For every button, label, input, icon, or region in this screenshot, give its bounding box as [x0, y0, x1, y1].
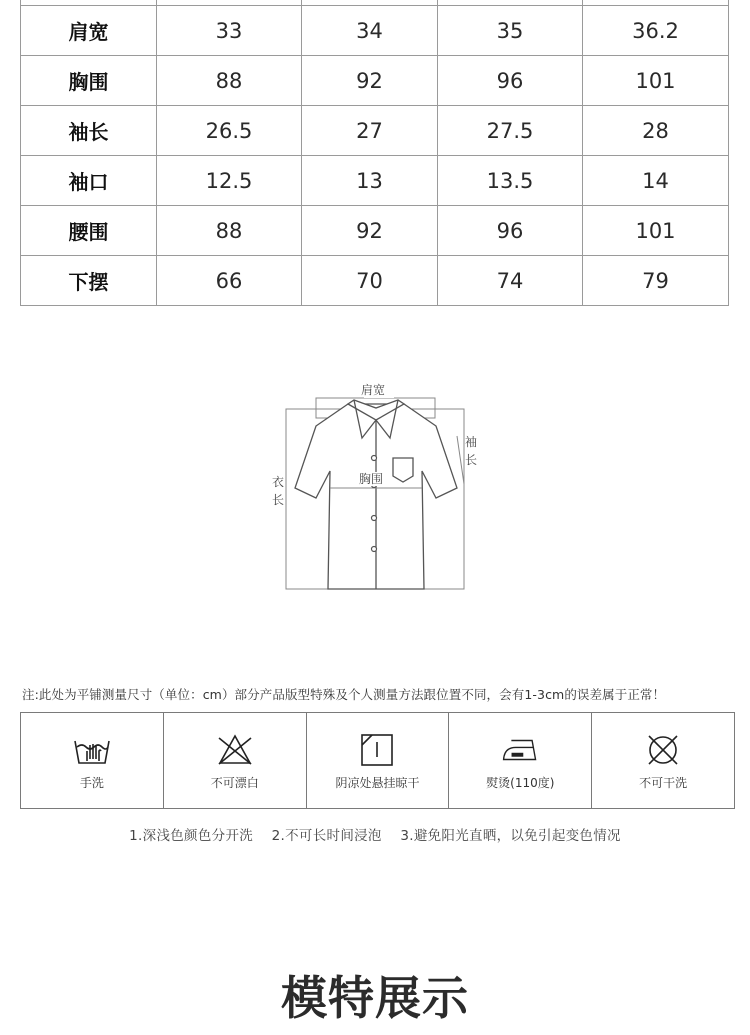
table-cell: 96 — [438, 56, 583, 106]
care-label: 不可干洗 — [639, 776, 688, 790]
section-title: 模特展示 — [281, 971, 469, 1025]
tip-item: 2.不可长时间浸泡 — [271, 828, 382, 844]
table-cell: 13.5 — [438, 156, 583, 206]
table-row — [21, 106, 729, 156]
table-cell: 34 — [302, 6, 438, 56]
table-row — [21, 206, 729, 256]
hand-wash-icon — [73, 733, 111, 767]
table-cell: 13 — [302, 156, 438, 206]
table-cell: 28 — [583, 106, 729, 156]
row-label: 下摆 — [21, 256, 157, 306]
table-cell: 14 — [583, 156, 729, 206]
table-cell: 27.5 — [438, 106, 583, 156]
sleeve-label-1: 袖 — [465, 435, 478, 449]
no-dry-clean-icon — [644, 733, 682, 767]
care-instructions — [20, 712, 735, 809]
table-row — [21, 56, 729, 106]
table-cell: 88 — [157, 206, 302, 256]
table-cell: 66 — [157, 256, 302, 306]
table-row — [21, 256, 729, 306]
chest-label: 胸围 — [359, 472, 384, 486]
table-cell: 92 — [302, 56, 438, 106]
care-item-hand-wash — [21, 713, 164, 808]
measurement-note: 注:此处为平铺测量尺寸（单位：cm）部分产品版型特殊及个人测量方法跟位置不同，会有1-3cm的误差属于正常！ — [22, 687, 666, 702]
tip-item: 3.避免阳光直晒，以免引起变色情况 — [400, 828, 621, 844]
table-row — [21, 6, 729, 56]
washing-tips — [0, 824, 750, 844]
table-cell: 79 — [583, 256, 729, 306]
row-label: 袖口 — [21, 156, 157, 206]
shoulder-label: 肩宽 — [361, 383, 386, 397]
care-item-drip-dry-shade — [307, 713, 450, 808]
shirt-outline-icon — [250, 376, 500, 606]
table-cell: 33 — [157, 6, 302, 56]
row-label: 胸围 — [21, 56, 157, 106]
iron-icon — [501, 733, 539, 767]
care-item-no-dry-clean — [592, 713, 734, 808]
size-table — [20, 0, 729, 306]
table-cell: 101 — [583, 56, 729, 106]
table-cell: 26.5 — [157, 106, 302, 156]
table-cell: 35 — [438, 6, 583, 56]
care-item-no-bleach — [164, 713, 307, 808]
table-cell: 92 — [302, 206, 438, 256]
care-label: 不可漂白 — [210, 776, 259, 790]
length-label-2: 长 — [272, 493, 285, 507]
row-label: 袖长 — [21, 106, 157, 156]
care-item-iron — [449, 713, 592, 808]
tip-item: 1.深浅色颜色分开洗 — [129, 828, 254, 844]
table-row — [21, 156, 729, 206]
drip-dry-shade-icon — [358, 733, 396, 767]
table-cell: 101 — [583, 206, 729, 256]
table-cell: 74 — [438, 256, 583, 306]
table-cell: 36.2 — [583, 6, 729, 56]
length-label-1: 衣 — [272, 475, 285, 489]
row-label: 肩宽 — [21, 6, 157, 56]
sleeve-label-2: 长 — [465, 453, 478, 467]
table-cell: 27 — [302, 106, 438, 156]
table-cell: 96 — [438, 206, 583, 256]
table-cell: 12.5 — [157, 156, 302, 206]
care-label: 熨烫(110度) — [486, 776, 555, 790]
care-label: 阴凉处悬挂晾干 — [335, 776, 420, 790]
table-cell: 88 — [157, 56, 302, 106]
table-cell: 70 — [302, 256, 438, 306]
shirt-measurement-diagram — [250, 376, 500, 606]
care-label: 手洗 — [79, 776, 104, 790]
row-label: 腰围 — [21, 206, 157, 256]
no-bleach-icon — [216, 733, 254, 767]
